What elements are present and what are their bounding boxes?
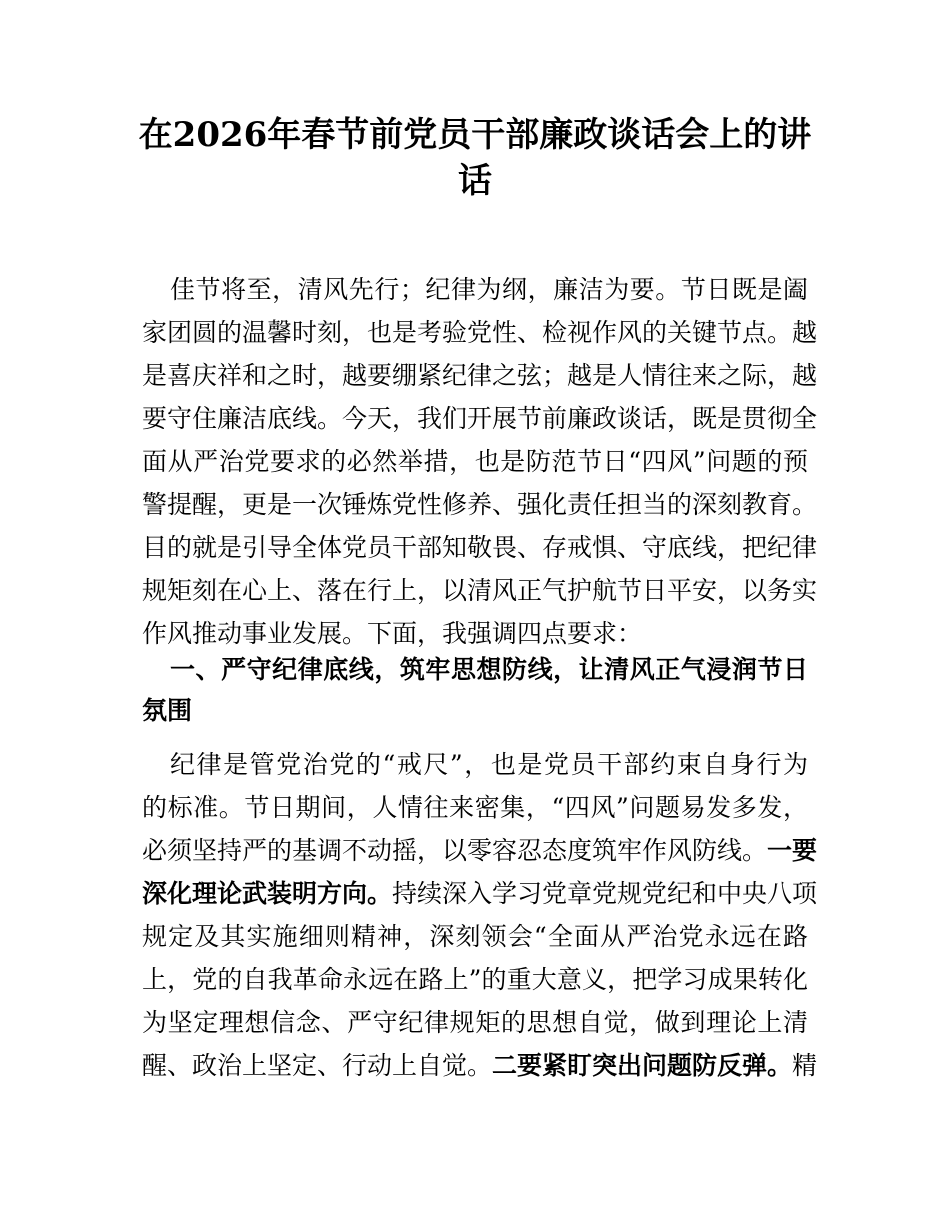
text-run: 的标准。节日期间，人情往来密集，“四风”问题易发多发， (142, 793, 808, 822)
text-line (142, 649, 808, 690)
document-title (120, 112, 830, 204)
text-run: 是喜庆祥和之时，越要绷紧纪律之弦；越是人情往来之际，越 (142, 361, 818, 390)
text-line (142, 690, 808, 731)
text-line (142, 397, 818, 440)
text-line (142, 1001, 808, 1044)
bold-phrase: 二要紧盯突出问题防反弹。 (492, 1051, 793, 1080)
bold-phrase: 一要 (767, 836, 818, 865)
section-heading (142, 649, 808, 731)
text-line (142, 354, 818, 397)
text-run: 为坚定理想信念、严守纪律规矩的思想自觉，做到理论上清 (142, 1008, 808, 1037)
text-run: 一、严守纪律底线，筑牢思想防线，让清风正气浸润节日 (170, 655, 808, 684)
text-line (142, 829, 818, 872)
text-run: 目的就是引导全体党员干部知敬畏、存戒惧、守底线，把纪律 (142, 533, 818, 562)
paragraph (142, 743, 818, 1087)
text-run: 警提醒，更是一次锤炼党性修养、强化责任担当的深刻教育。 (142, 490, 818, 519)
text-line (142, 743, 808, 786)
text-line (142, 786, 808, 829)
text-run: 精 (792, 1051, 818, 1080)
text-run: 作风推动事业发展。下面，我强调四点要求： (142, 619, 643, 648)
text-line (142, 915, 808, 958)
text-run: 醒、政治上坚定、行动上自觉。 (142, 1051, 493, 1080)
text-run: 持续深入学习党章党规党纪和中央八项 (392, 879, 818, 908)
text-run: 家团圆的温馨时刻，也是考验党性、检视作风的关键节点。越 (142, 318, 818, 347)
title-line: 话 (458, 161, 492, 201)
text-run: 规定及其实施细则精神，深刻领会“全面从严治党永远在路 (142, 922, 808, 951)
text-line (142, 440, 808, 483)
title-line: 在2026年春节前党员干部廉政谈话会上的讲 (138, 115, 812, 155)
paragraph (142, 268, 818, 655)
text-run: 必须坚持严的基调不动摇，以零容忍态度筑牢作风防线。 (142, 836, 768, 865)
text-line (142, 1044, 818, 1087)
text-run: 规矩刻在心上、落在行上，以清风正气护航节日平安，以务实 (142, 576, 818, 605)
text-run: 佳节将至，清风先行；纪律为纲，廉洁为要。节日既是阖 (170, 275, 808, 304)
text-run: 纪律是管党治党的“戒尺”，也是党员干部约束自身行为 (170, 750, 808, 779)
text-run: 上，党的自我革命永远在路上”的重大意义，把学习成果转化 (142, 965, 808, 994)
text-line (142, 569, 818, 612)
text-line (142, 872, 818, 915)
text-run: 面从严治党要求的必然举措，也是防范节日“四风”问题的预 (142, 447, 808, 476)
text-run: 氛围 (142, 696, 193, 725)
bold-phrase: 深化理论武装明方向。 (142, 879, 393, 908)
text-line (142, 526, 818, 569)
text-line (142, 483, 818, 526)
text-run: 要守住廉洁底线。今天，我们开展节前廉政谈话，既是贯彻全 (142, 404, 818, 433)
document-body (142, 268, 818, 1087)
text-line (142, 311, 818, 354)
text-line (142, 958, 808, 1001)
text-line (142, 268, 808, 311)
